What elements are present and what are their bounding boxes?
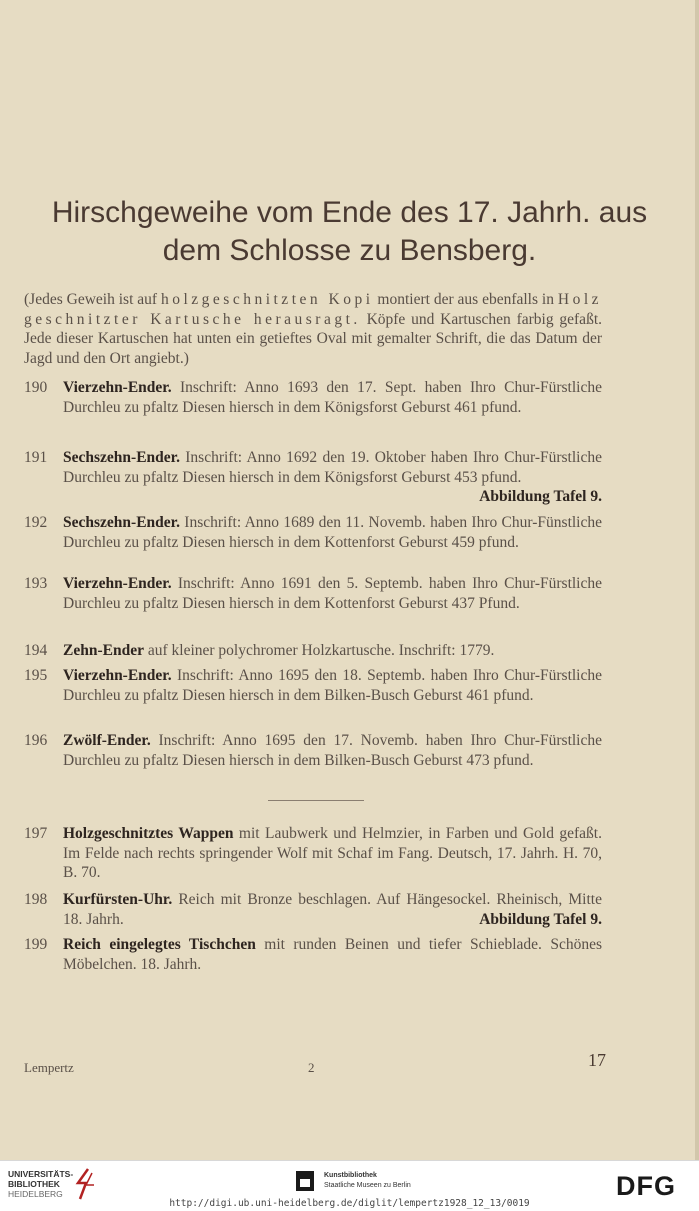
catalog-entry [24, 935, 602, 974]
entry-heading: Holzgeschnitztes Wappen [63, 825, 234, 842]
entry-text: Reich mit Bronze beschlagen. Auf Hängesockel. Rheinisch, Mitte 18. Jahrh. [63, 891, 602, 928]
entry-heading: Sechszehn-Ender. [63, 514, 180, 531]
entry-text: Inschrift: Anno 1689 den 11. Novemb. haben Ihro Chur-Fünstliche Durchleu zu pfaltz Diesen hiersch in dem Kottenforst Geburst 459 pfund. [63, 514, 602, 551]
library-name-line: HEIDELBERG [8, 1189, 63, 1199]
title-line-2: dem Schlosse zu Bensberg. [162, 234, 537, 267]
entry-heading: Sechszehn-Ender. [63, 449, 180, 466]
heidelberg-library-logo[interactable] [8, 1169, 73, 1199]
kunstbibliothek-logo[interactable] [296, 1171, 411, 1191]
entry-number: 194 [24, 642, 48, 659]
signature-mark: 2 [308, 1060, 315, 1075]
entry-heading: Vierzehn-Ender. [63, 379, 172, 396]
entry-number: 195 [24, 667, 48, 684]
entry-heading: Zwölf-Ender. [63, 732, 151, 749]
entry-number: 196 [24, 732, 48, 749]
entry-heading: Vierzehn-Ender. [63, 575, 172, 592]
catalog-entry [24, 731, 602, 770]
kunstbibliothek-name: Kunstbibliothek [324, 1172, 377, 1179]
catalog-entry [24, 378, 602, 417]
plate-reference: Abbildung Tafel 9. [479, 488, 602, 505]
catalog-entry [24, 448, 602, 507]
entry-text: mit runden Beinen und tiefer Schieblade. Schönes Möbelchen. 18. Jahrh. [63, 936, 602, 973]
dfg-logo[interactable]: DFG [616, 1171, 676, 1201]
entry-text: Inschrift: Anno 1692 den 19. Oktober haben Ihro Chur-Fürstliche Durchleu zu pfaltz Diesen hiersch in dem Königsforst Geburst 453 pfund. [63, 449, 602, 486]
kunstbibliothek-emblem-icon [296, 1171, 314, 1191]
entry-number: 197 [24, 825, 48, 842]
entry-text: Inschrift: Anno 1695 den 17. Novemb. haben Ihro Chur-Fürstliche Durchleu zu pfaltz Diesen hiersch in dem Bilken-Busch Geburst 473 pfund. [63, 732, 602, 769]
kunstbibliothek-subtitle: Staatliche Museen zu Berlin [324, 1182, 411, 1189]
section-divider [268, 800, 364, 801]
entry-text: Inschrift: Anno 1693 den 17. Sept. haben Ihro Chur-Fürstliche Durchleu zu pfaltz Diesen hiersch in dem Königsforst Geburst 461 pfund. [63, 379, 602, 416]
library-name-line: BIBLIOTHEK [8, 1179, 60, 1189]
page-title [0, 194, 699, 270]
entry-text: mit Laubwerk und Helmzier, in Farben und Gold gefaßt. Im Felde nach rechts springender Wolf mit Schaf im Fang. Deutsch, 17. Jahrh. H. 70, B. 70. [63, 825, 602, 881]
heidelberg-emblem-icon [74, 1167, 98, 1201]
entry-number: 199 [24, 936, 48, 953]
entry-heading: Reich eingelegtes Tischchen [63, 936, 256, 953]
catalog-entry [24, 574, 602, 613]
entry-text: Inschrift: Anno 1691 den 5. Septemb. haben Ihro Chur-Fürstliche Durchleu zu pfaltz Diesen hiersch in dem Kottenforst Geburst 437 Pfund. [63, 575, 602, 612]
entry-text: Inschrift: Anno 1695 den 18. Septemb. haben Ihro Chur-Fürstliche Durchleu zu pfaltz Diesen hiersch in dem Bilken-Busch Geburst 461 pfund. [63, 667, 602, 704]
entry-number: 192 [24, 514, 48, 531]
page-number: 17 [588, 1050, 606, 1070]
intro-text: Köpfe und Kartuschen farbig gefaßt. Jede dieser Kartuschen hat unten ein getieftes Oval mit gemalter Schrift, die das Datum der Jagd und den Ort angiebt.) [24, 310, 602, 367]
entry-number: 193 [24, 575, 48, 592]
library-name-line: UNIVERSITÄTS- [8, 1169, 74, 1179]
permalink-url[interactable]: http://digi.ub.uni-heidelberg.de/diglit/lempertz1928_12_13/0019 [169, 1198, 530, 1209]
entry-number: 198 [24, 891, 48, 908]
catalog-entry [24, 666, 602, 705]
publisher-footer: Lempertz [24, 1060, 74, 1075]
entry-text: auf kleiner polychromer Holzkartusche. Inschrift: 1779. [143, 642, 495, 659]
intro-text: montiert der aus ebenfalls in [373, 291, 558, 308]
catalog-entry [24, 824, 602, 883]
intro-paragraph [24, 290, 602, 368]
entry-number: 190 [24, 379, 48, 396]
intro-spaced-text: holzgeschnitzten Kopi [160, 291, 374, 308]
catalog-entry [24, 641, 602, 661]
title-line-1: Hirschgeweihe vom Ende des 17. Jahrh. aus [51, 196, 648, 229]
catalog-entry [24, 890, 602, 929]
intro-text: (Jedes Geweih ist auf [24, 291, 161, 308]
entry-heading: Zehn-Ender [63, 642, 144, 659]
plate-reference: Abbildung Tafel 9. [479, 910, 602, 928]
entry-heading: Vierzehn-Ender. [63, 667, 172, 684]
intro-spaced-text: Holz geschnitzter Kartusche herausragt. [24, 291, 603, 328]
catalog-entry [24, 513, 602, 552]
entry-heading: Kurfürsten-Uhr. [63, 891, 173, 908]
entry-number: 191 [24, 449, 48, 466]
